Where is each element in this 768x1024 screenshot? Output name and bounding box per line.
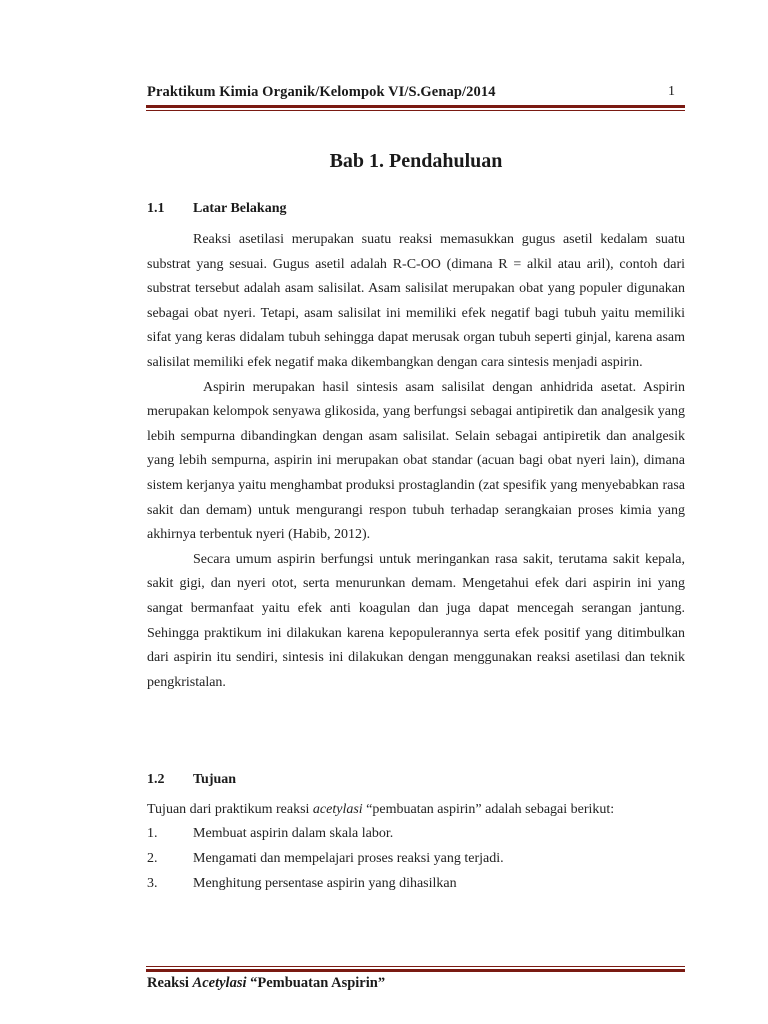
section-number: 1.1 <box>147 201 165 216</box>
footer-rule-thick <box>146 969 685 972</box>
footer-rule-thin <box>146 966 685 967</box>
section-body <box>147 228 685 695</box>
intro-prefix: Tujuan dari praktikum reaksi <box>147 802 313 817</box>
paragraph: Aspirin merupakan hasil sintesis asam salisilat dengan anhidrida asetat. Aspirin merupakan kelompok senyawa glikosida, yang berfungsi sebagai antipiretik dan analgesik yang lebih sempurna dibandingkan dengan asam salisilat. Selain sebagai antipiretik dan analgesik yang lebih sempurna, aspirin ini merupakan obat standar (acuan bagi obat nyeri lain), dimana sistem kerjanya yaitu menghambat produksi prostaglandin (zat spesifik yang menyebabkan rasa sakit dan demam) untuk mengurangi respon tubuh terhadap serangkaian proses kimia yang akhirnya terbentuk nyeri (Habib, 2012). <box>147 379 685 543</box>
list-number: 1. <box>147 826 158 841</box>
list-text: Membuat aspirin dalam skala labor. <box>193 826 394 841</box>
list-text: Mengamati dan mempelajari proses reaksi yang terjadi. <box>193 851 504 866</box>
page-number: 1 <box>668 84 675 99</box>
section-heading: Latar Belakang <box>193 201 287 216</box>
list-number: 3. <box>147 876 158 891</box>
header-rule-thick <box>146 105 685 108</box>
list-number: 2. <box>147 851 158 866</box>
section-number: 1.2 <box>147 772 165 787</box>
footer-suffix: “Pembuatan Aspirin” <box>246 975 386 991</box>
chapter-title <box>0 150 768 173</box>
objectives-intro <box>147 802 687 818</box>
intro-italic: acetylasi <box>312 802 363 817</box>
paragraph: Reaksi asetilasi merupakan suatu reaksi memasukkan gugus asetil kedalam suatu substrat yang sesuai. Gugus asetil adalah R-C-OO (dimana R = alkil atau aril), contoh dari substrat tersebut adalah asam salisilat. Asam salisilat merupakan obat yang populer digunakan sebagai obat nyeri. Tetapi, asam salisilat ini memiliki efek negatif bagi tubuh yaitu memiliki sifat yang keras didalam tubuh sehingga dapat merusak organ tubuh seperti ginjal, karena asam salisilat memiliki efek negatif maka dikembangkan dengan cara sintesis menjadi aspirin. <box>147 232 685 370</box>
footer-italic: Acetylasi <box>192 975 247 991</box>
section-heading: Tujuan <box>193 772 237 787</box>
chapter-title-text: Bab 1. Pendahuluan <box>329 150 503 172</box>
header-rule-thin <box>146 110 685 111</box>
paragraph: Secara umum aspirin berfungsi untuk meringankan rasa sakit, terutama sakit kepala, sakit gigi, dan nyeri otot, serta menurunkan demam. Mengetahui efek dari aspirin ini yang sangat bermanfaat yaitu efek anti koagulan dan juga dapat mencegah serangan jantung. Sehingga praktikum ini dilakukan karena kepopulerannya serta efek positif yang ditimbulkan dari aspirin itu sendiri, sintesis ini dilakukan dengan menggunakan reaksi asetilasi dan teknik pengkristalan. <box>147 551 685 690</box>
intro-suffix: “pembuatan aspirin” adalah sebagai berikut: <box>362 802 615 817</box>
running-footer <box>147 975 385 992</box>
running-header: Praktikum Kimia Organik/Kelompok VI/S.Genap/2014 <box>147 84 496 100</box>
footer-prefix: Reaksi <box>147 975 193 991</box>
list-text: Menghitung persentase aspirin yang dihasilkan <box>193 876 457 891</box>
